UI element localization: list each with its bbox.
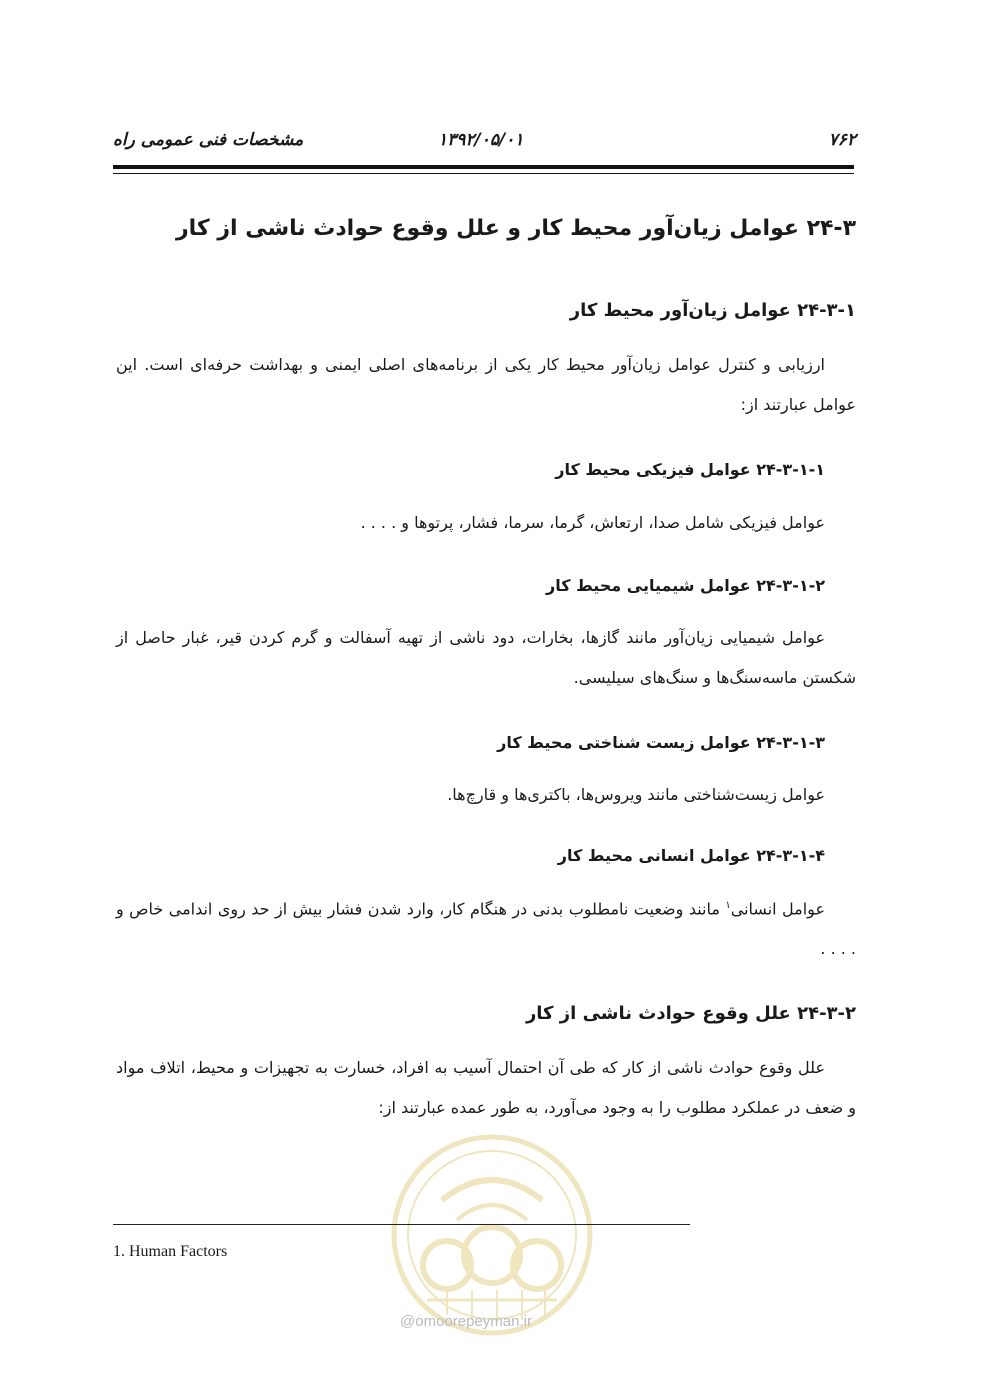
subsection-1-text: ارزیابی و کنترل عوامل زیان‌آور محیط کار یکی از برنامه‌های اصلی ایمنی و بهداشت حرفه‌ای است. این عوامل عبارتند از: [116,355,856,414]
header-title: مشخصات فنی عمومی راه [113,130,304,150]
item-4-text [116,886,856,969]
header-rule-thin [113,173,854,174]
footnote-rule [113,1224,690,1225]
header-rule-thick [113,165,854,169]
item-4-text-start: عوامل انسانی [730,899,825,919]
item-2-text: عوامل شیمیایی زیان‌آور مانند گازها، بخارات، دود ناشی از تهیه آسفالت و گرم کردن قیر، غبار حاصل از شکستن ماسه‌سنگ‌ها و سنگ‌های سیلیسی. [116,628,856,687]
item-4-title: ۲۴-۳-۱-۴ عوامل انسانی محیط کار [557,846,825,865]
item-1-text: عوامل فیزیکی شامل صدا، ارتعاش، گرما، سرما، فشار، پرتوها و . . . . [360,513,825,532]
item-4-text-end: مانند وضعیت نامطلوب بدنی در هنگام کار، وارد شدن فشار بیش از حد روی اندامی خاص و . . . . [116,899,856,959]
subsection-2-title: ۲۴-۳-۲ علل وقوع حوادث ناشی از کار [525,1003,856,1024]
subsection-2-text: علل وقوع حوادث ناشی از کار که طی آن احتمال آسیب به افراد، خسارت به تجهیزات و محیط، اتلاف مواد و ضعف در عملکرد مطلوب را به وجود می‌آورد، به طور عمده عبارتند از: [116,1058,856,1117]
item-1-title: ۲۴-۳-۱-۱ عوامل فیزیکی محیط کار [555,460,825,479]
page-number: ۷۶۲ [828,130,856,150]
section-title: ۲۴-۳ عوامل زیان‌آور محیط کار و علل وقوع حوادث ناشی از کار [175,216,856,241]
item-3-title: ۲۴-۳-۱-۳ عوامل زیست شناختی محیط کار [497,733,825,752]
subsection-1-title: ۲۴-۳-۱ عوامل زیان‌آور محیط کار [569,300,856,321]
watermark-url: @omoorepeyman.ir [400,1313,532,1330]
item-3-text: عوامل زیست‌شناختی مانند ویروس‌ها، باکتری‌ها و قارچ‌ها. [447,785,825,804]
footnote: 1. Human Factors [113,1243,228,1260]
footnote-marker: ۱ [725,900,731,911]
item-2-title: ۲۴-۳-۱-۲ عوامل شیمیایی محیط کار [545,576,825,595]
watermark-logo-icon [387,1130,597,1340]
header-date: ۱۳۹۲/۰۵/۰۱ [438,130,524,150]
